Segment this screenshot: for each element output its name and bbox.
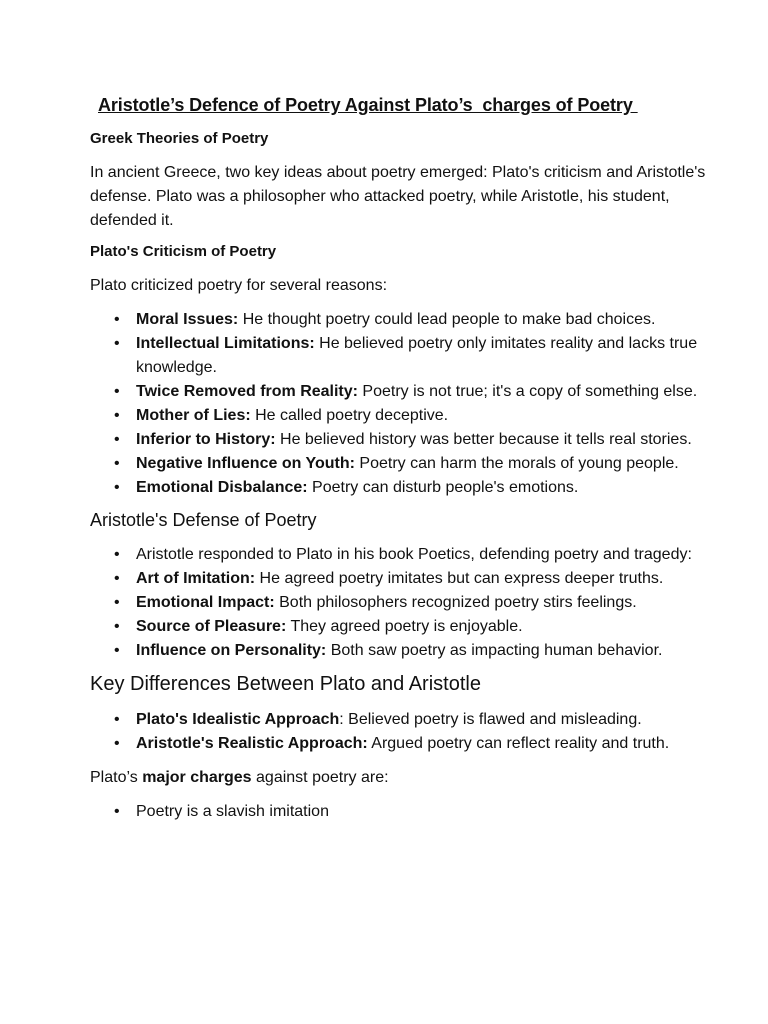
list-item-text: Argued poetry can reflect reality and truth. (367, 735, 670, 752)
list-item-term: Aristotle's Realistic Approach: (136, 735, 368, 752)
bullet-icon: • (114, 479, 120, 496)
section-heading-key-differences: Key Differences Between Plato and Aristotle (90, 673, 481, 695)
plato-criticism-intro: Plato criticized poetry for several reasons: (90, 277, 388, 294)
bullet-icon: • (114, 311, 120, 328)
bullet-icon: • (114, 546, 120, 563)
list-item-term: Plato's Idealistic Approach (136, 711, 340, 728)
list-item (90, 732, 708, 756)
list-item-term: Mother of Lies: (136, 407, 251, 424)
list-item-text: Poetry is a slavish imitation (136, 803, 329, 820)
list-item-term: Intellectual Limitations: (136, 335, 315, 352)
list-item (90, 332, 708, 380)
list-item-text: They agreed poetry is enjoyable. (286, 618, 523, 635)
list-item (90, 308, 708, 332)
document-title: Aristotle’s Defence of Poetry Against Plato’s charges of Poetry (98, 95, 638, 115)
list-item (90, 800, 708, 824)
list-item (90, 428, 708, 452)
bullet-icon: • (114, 455, 120, 472)
list-item (90, 404, 708, 428)
bullet-icon: • (114, 803, 120, 820)
major-charges-list (90, 800, 708, 824)
bullet-icon: • (114, 570, 120, 587)
plato-criticism-list (90, 308, 708, 500)
list-item-text: Both philosophers recognized poetry stirs feelings. (274, 594, 637, 611)
list-item-text: He thought poetry could lead people to make bad choices. (238, 311, 656, 328)
major-charges-intro (90, 766, 708, 790)
list-item (90, 452, 708, 476)
list-item-term: Emotional Disbalance: (136, 479, 308, 496)
list-item (90, 639, 708, 663)
list-item-term: Negative Influence on Youth: (136, 455, 355, 472)
list-item-text: : Believed poetry is flawed and misleading. (339, 711, 642, 728)
list-item (90, 708, 708, 732)
aristotle-defense-list (90, 543, 708, 663)
list-item-term: Emotional Impact: (136, 594, 275, 611)
bullet-icon: • (114, 383, 120, 400)
bullet-icon: • (114, 407, 120, 424)
section-heading-aristotle-defense: Aristotle's Defense of Poetry (90, 510, 317, 530)
bullet-icon: • (114, 431, 120, 448)
list-item (90, 567, 708, 591)
list-item-text: Both saw poetry as impacting human behavior. (326, 642, 663, 659)
bullet-icon: • (114, 711, 120, 728)
list-item-term: Influence on Personality: (136, 642, 327, 659)
list-item-term: Source of Pleasure: (136, 618, 287, 635)
list-item (90, 615, 708, 639)
list-item-text: He believed poetry only imitates reality and lacks true knowledge. (136, 335, 698, 376)
bullet-icon: • (114, 618, 120, 635)
list-item-term: Inferior to History: (136, 431, 276, 448)
bullet-icon: • (114, 594, 120, 611)
list-item-text: He believed history was better because it tells real stories. (275, 431, 692, 448)
intro-prefix: Plato’s (90, 769, 143, 786)
list-item (90, 591, 708, 615)
list-item (90, 380, 708, 404)
list-item-text: He agreed poetry imitates but can express deeper truths. (255, 570, 664, 587)
section-heading-plato-criticism: Plato's Criticism of Poetry (90, 243, 277, 260)
list-item (90, 476, 708, 500)
list-item (90, 543, 708, 567)
list-item-text: He called poetry deceptive. (250, 407, 449, 424)
key-differences-list (90, 708, 708, 756)
bullet-icon: • (114, 642, 120, 659)
list-item-text: Aristotle responded to Plato in his book Poetics, defending poetry and tragedy: (136, 546, 692, 563)
list-item-text: Poetry can harm the morals of young people. (354, 455, 679, 472)
greek-theories-paragraph: In ancient Greece, two key ideas about poetry emerged: Plato's criticism and Aristotle's defense. Plato was a philosopher who attacked poetry, while Aristotle, his student, defended it. (90, 164, 706, 229)
bullet-icon: • (114, 335, 120, 352)
list-item-text: Poetry can disturb people's emotions. (307, 479, 579, 496)
list-item-term: Twice Removed from Reality: (136, 383, 358, 400)
list-item-term: Art of Imitation: (136, 570, 256, 587)
section-heading-greek-theories: Greek Theories of Poetry (90, 130, 269, 147)
intro-suffix: against poetry are: (251, 769, 389, 786)
intro-bold: major charges (142, 769, 252, 786)
bullet-icon: • (114, 735, 120, 752)
list-item-term: Moral Issues: (136, 311, 239, 328)
list-item-text: Poetry is not true; it's a copy of something else. (357, 383, 698, 400)
